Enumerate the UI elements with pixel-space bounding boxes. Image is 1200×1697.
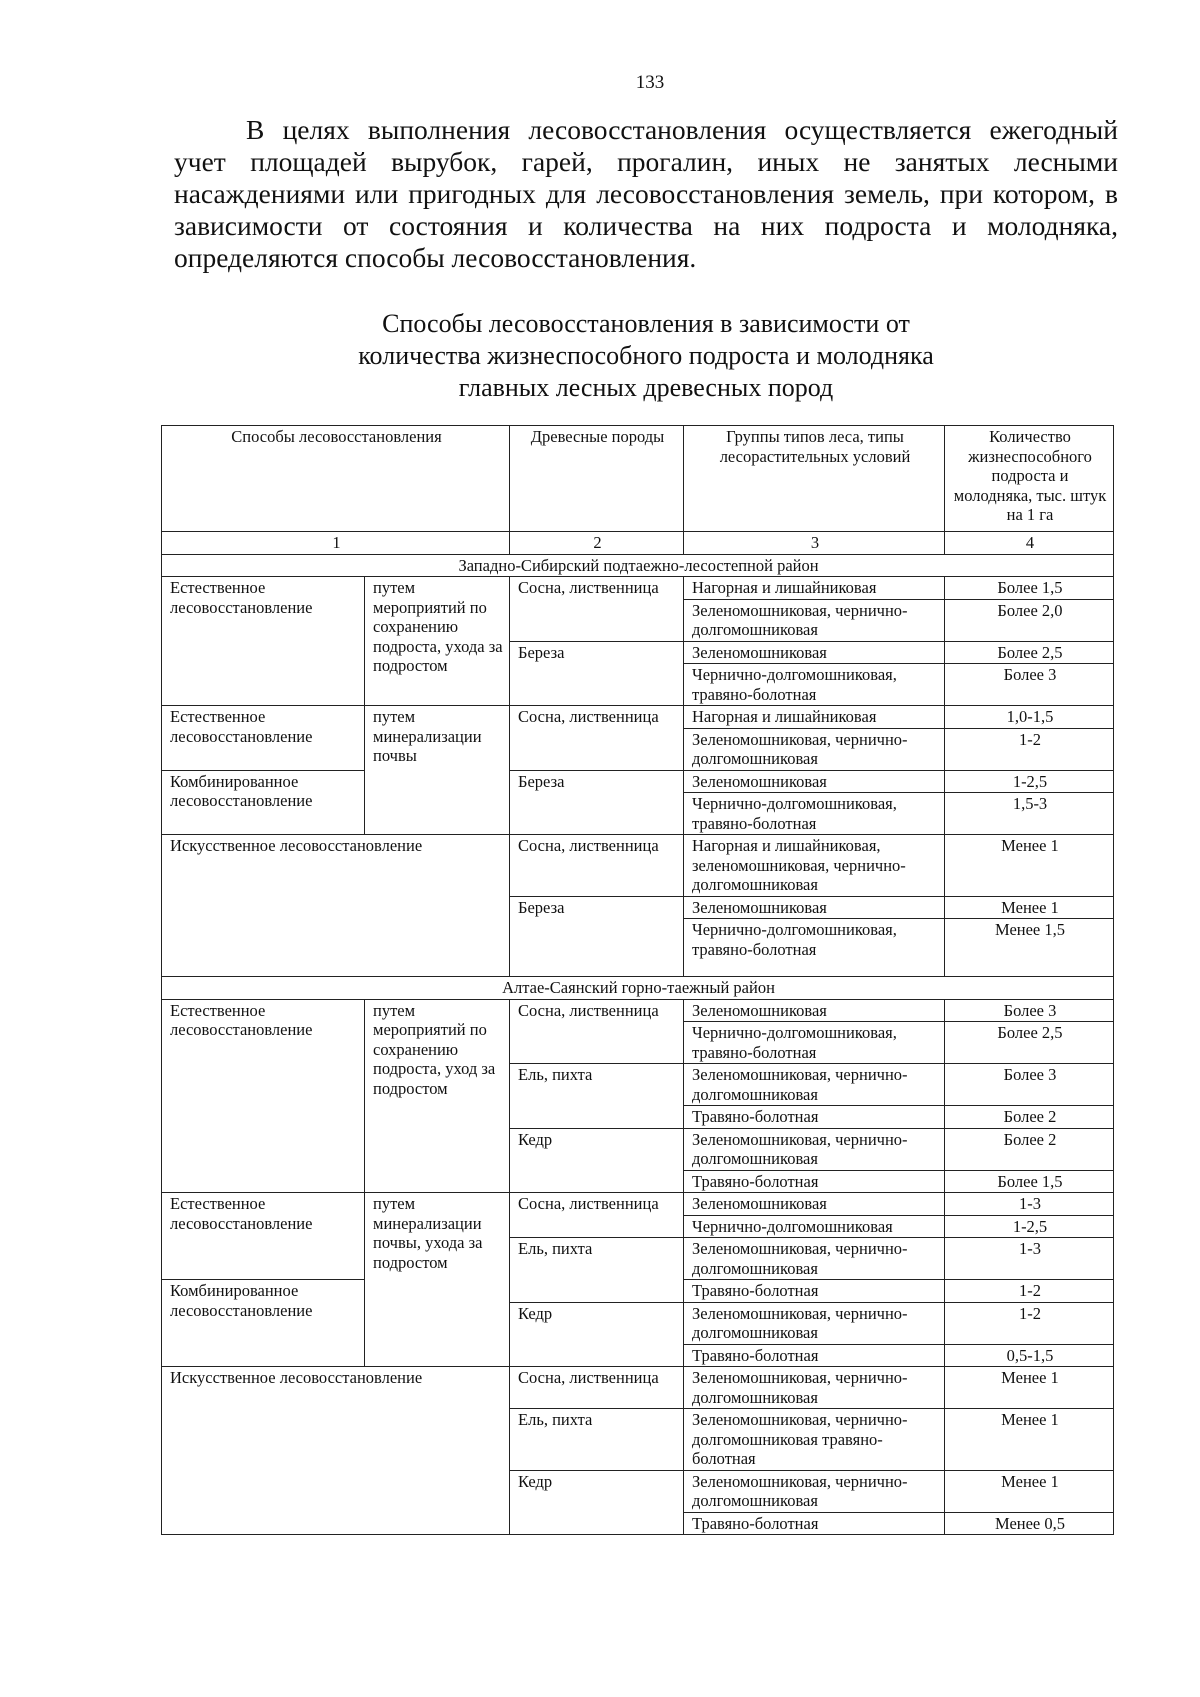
species-cell: Сосна, лиственница <box>510 999 684 1064</box>
quantity-cell: 1-2 <box>945 1280 1114 1303</box>
quantity-cell: 1,0-1,5 <box>945 706 1114 729</box>
header-quantity: Количество жизнеспособного подроста и молодняка, тыс. штук на 1 га <box>945 426 1114 532</box>
species-cell: Береза <box>510 770 684 835</box>
quantity-cell: 1-2,5 <box>945 1215 1114 1238</box>
quantity-cell: Менее 1,5 <box>945 919 1114 977</box>
forest-type-cell: Зеленомошниковая, чернично-долгомошниковая <box>684 1064 945 1106</box>
forest-type-cell: Чернично-долгомошниковая, травяно-болотная <box>684 664 945 706</box>
submethod-cell: путем мероприятий по сохранению подроста, ухода за подростом <box>365 577 510 706</box>
submethod-cell: путем минерализации почвы <box>365 706 510 835</box>
quantity-cell: 1-2,5 <box>945 770 1114 793</box>
method-cell: Комбинированное лесовосстановление <box>162 770 365 835</box>
submethod-cell: путем мероприятий по сохранению подроста, уход за подростом <box>365 999 510 1193</box>
forest-type-cell: Зеленомошниковая <box>684 999 945 1022</box>
forest-type-cell: Чернично-долгомошниковая, травяно-болотная <box>684 793 945 835</box>
quantity-cell: Более 3 <box>945 1064 1114 1106</box>
species-cell: Сосна, лиственница <box>510 706 684 771</box>
forest-type-cell: Зеленомошниковая <box>684 1193 945 1216</box>
intro-paragraph: В целях выполнения лесовосстановления осуществляется ежегодный учет площадей вырубок, гарей, прогалин, иных не занятых лесными насаждениями или пригодных для лесовосстановления земель, при котором, в зависимости от состояния и количества на них подроста и молодняка, определяются способы лесовосстановления. <box>174 114 1118 273</box>
table-row <box>162 706 1114 729</box>
method-cell: Комбинированное лесовосстановление <box>162 1280 365 1367</box>
quantity-cell: Более 1,5 <box>945 1170 1114 1193</box>
forest-type-cell: Травяно-болотная <box>684 1106 945 1129</box>
forest-type-cell: Чернично-долгомошниковая <box>684 1215 945 1238</box>
quantity-cell: 1,5-3 <box>945 793 1114 835</box>
quantity-cell: 1-3 <box>945 1238 1114 1280</box>
quantity-cell: 0,5-1,5 <box>945 1344 1114 1367</box>
quantity-cell: 1-3 <box>945 1193 1114 1216</box>
column-number: 4 <box>945 532 1114 555</box>
quantity-cell: Менее 0,5 <box>945 1512 1114 1535</box>
column-number: 3 <box>684 532 945 555</box>
forest-type-cell: Зеленомошниковая, чернично-долгомошниковая <box>684 1302 945 1344</box>
forest-type-cell: Зеленомошниковая, чернично-долгомошниковая <box>684 1367 945 1409</box>
method-cell: Естественное лесовосстановление <box>162 1193 365 1280</box>
species-cell: Сосна, лиственница <box>510 577 684 642</box>
species-cell: Сосна, лиственница <box>510 835 684 897</box>
method-cell: Искусственное лесовосстановление <box>162 835 510 977</box>
quantity-cell: Менее 1 <box>945 896 1114 919</box>
region-row <box>162 977 1114 1000</box>
quantity-cell: Более 2 <box>945 1128 1114 1170</box>
region-name: Алтае-Саянский горно-таежный район <box>162 977 1114 1000</box>
forest-type-cell: Зеленомошниковая, чернично-долгомошниковая <box>684 599 945 641</box>
quantity-cell: Менее 1 <box>945 1367 1114 1409</box>
table-title-line-3: главных лесных древесных пород <box>458 373 834 402</box>
region-row <box>162 554 1114 577</box>
table-row <box>162 1367 1114 1409</box>
quantity-cell: Более 3 <box>945 664 1114 706</box>
forest-type-cell: Нагорная и лишайниковая <box>684 577 945 600</box>
quantity-cell: Более 2,5 <box>945 641 1114 664</box>
species-cell: Береза <box>510 896 684 977</box>
species-cell: Сосна, лиственница <box>510 1367 684 1409</box>
table-title <box>174 308 1118 404</box>
forest-type-cell: Зеленомошниковая, чернично-долгомошниковая <box>684 1238 945 1280</box>
method-cell: Искусственное лесовосстановление <box>162 1367 510 1535</box>
species-cell: Ель, пихта <box>510 1409 684 1471</box>
forest-type-cell: Зеленомошниковая <box>684 641 945 664</box>
method-cell: Естественное лесовосстановление <box>162 706 365 771</box>
forest-type-cell: Нагорная и лишайниковая, зеленомошниковая, чернично-долгомошниковая <box>684 835 945 897</box>
table-title-line-2: количества жизнеспособного подроста и молодняка <box>358 341 934 370</box>
submethod-cell: путем минерализации почвы, ухода за подростом <box>365 1193 510 1367</box>
species-cell: Кедр <box>510 1470 684 1535</box>
quantity-cell: 1-2 <box>945 728 1114 770</box>
header-row <box>162 426 1114 532</box>
forest-type-cell: Зеленомошниковая <box>684 896 945 919</box>
quantity-cell: Более 1,5 <box>945 577 1114 600</box>
species-cell: Сосна, лиственница <box>510 1193 684 1238</box>
species-cell: Ель, пихта <box>510 1064 684 1129</box>
quantity-cell: Менее 1 <box>945 1470 1114 1512</box>
table-row <box>162 770 1114 793</box>
column-number-row <box>162 532 1114 555</box>
forest-type-cell: Зеленомошниковая <box>684 770 945 793</box>
page-number: 133 <box>635 72 665 93</box>
quantity-cell: Менее 1 <box>945 835 1114 897</box>
forest-type-cell: Чернично-долгомошниковая, травяно-болотная <box>684 1022 945 1064</box>
species-cell: Береза <box>510 641 684 706</box>
column-number: 1 <box>162 532 510 555</box>
quantity-cell: Более 2 <box>945 1106 1114 1129</box>
forest-type-cell: Травяно-болотная <box>684 1344 945 1367</box>
region-name: Западно-Сибирский подтаежно-лесостепной район <box>162 554 1114 577</box>
forest-type-cell: Чернично-долгомошниковая, травяно-болотная <box>684 919 945 977</box>
quantity-cell: Более 3 <box>945 999 1114 1022</box>
quantity-cell: Более 2,5 <box>945 1022 1114 1064</box>
method-cell: Естественное лесовосстановление <box>162 577 365 706</box>
forest-type-cell: Травяно-болотная <box>684 1512 945 1535</box>
table-row <box>162 835 1114 897</box>
table-row <box>162 999 1114 1022</box>
forest-type-cell: Зеленомошниковая, чернично-долгомошниковая <box>684 728 945 770</box>
table-row <box>162 1193 1114 1216</box>
forest-type-cell: Травяно-болотная <box>684 1280 945 1303</box>
forest-type-cell: Зеленомошниковая, чернично-долгомошниковая <box>684 1470 945 1512</box>
column-number: 2 <box>510 532 684 555</box>
header-forest-types: Группы типов леса, типы лесорастительных условий <box>684 426 945 532</box>
quantity-cell: Менее 1 <box>945 1409 1114 1471</box>
header-methods: Способы лесовосстановления <box>162 426 510 532</box>
forest-type-cell: Травяно-болотная <box>684 1170 945 1193</box>
method-cell: Естественное лесовосстановление <box>162 999 365 1193</box>
quantity-cell: 1-2 <box>945 1302 1114 1344</box>
species-cell: Кедр <box>510 1128 684 1193</box>
forest-type-cell: Зеленомошниковая, чернично-долгомошниковая <box>684 1128 945 1170</box>
quantity-cell: Более 2,0 <box>945 599 1114 641</box>
species-cell: Ель, пихта <box>510 1238 684 1303</box>
reforestation-table <box>161 425 1114 1535</box>
species-cell: Кедр <box>510 1302 684 1367</box>
forest-type-cell: Зеленомошниковая, чернично-долгомошниковая травяно-болотная <box>684 1409 945 1471</box>
forest-type-cell: Нагорная и лишайниковая <box>684 706 945 729</box>
header-species: Древесные породы <box>510 426 684 532</box>
table-title-line-1: Способы лесовосстановления в зависимости от <box>382 309 910 338</box>
table-row <box>162 577 1114 600</box>
